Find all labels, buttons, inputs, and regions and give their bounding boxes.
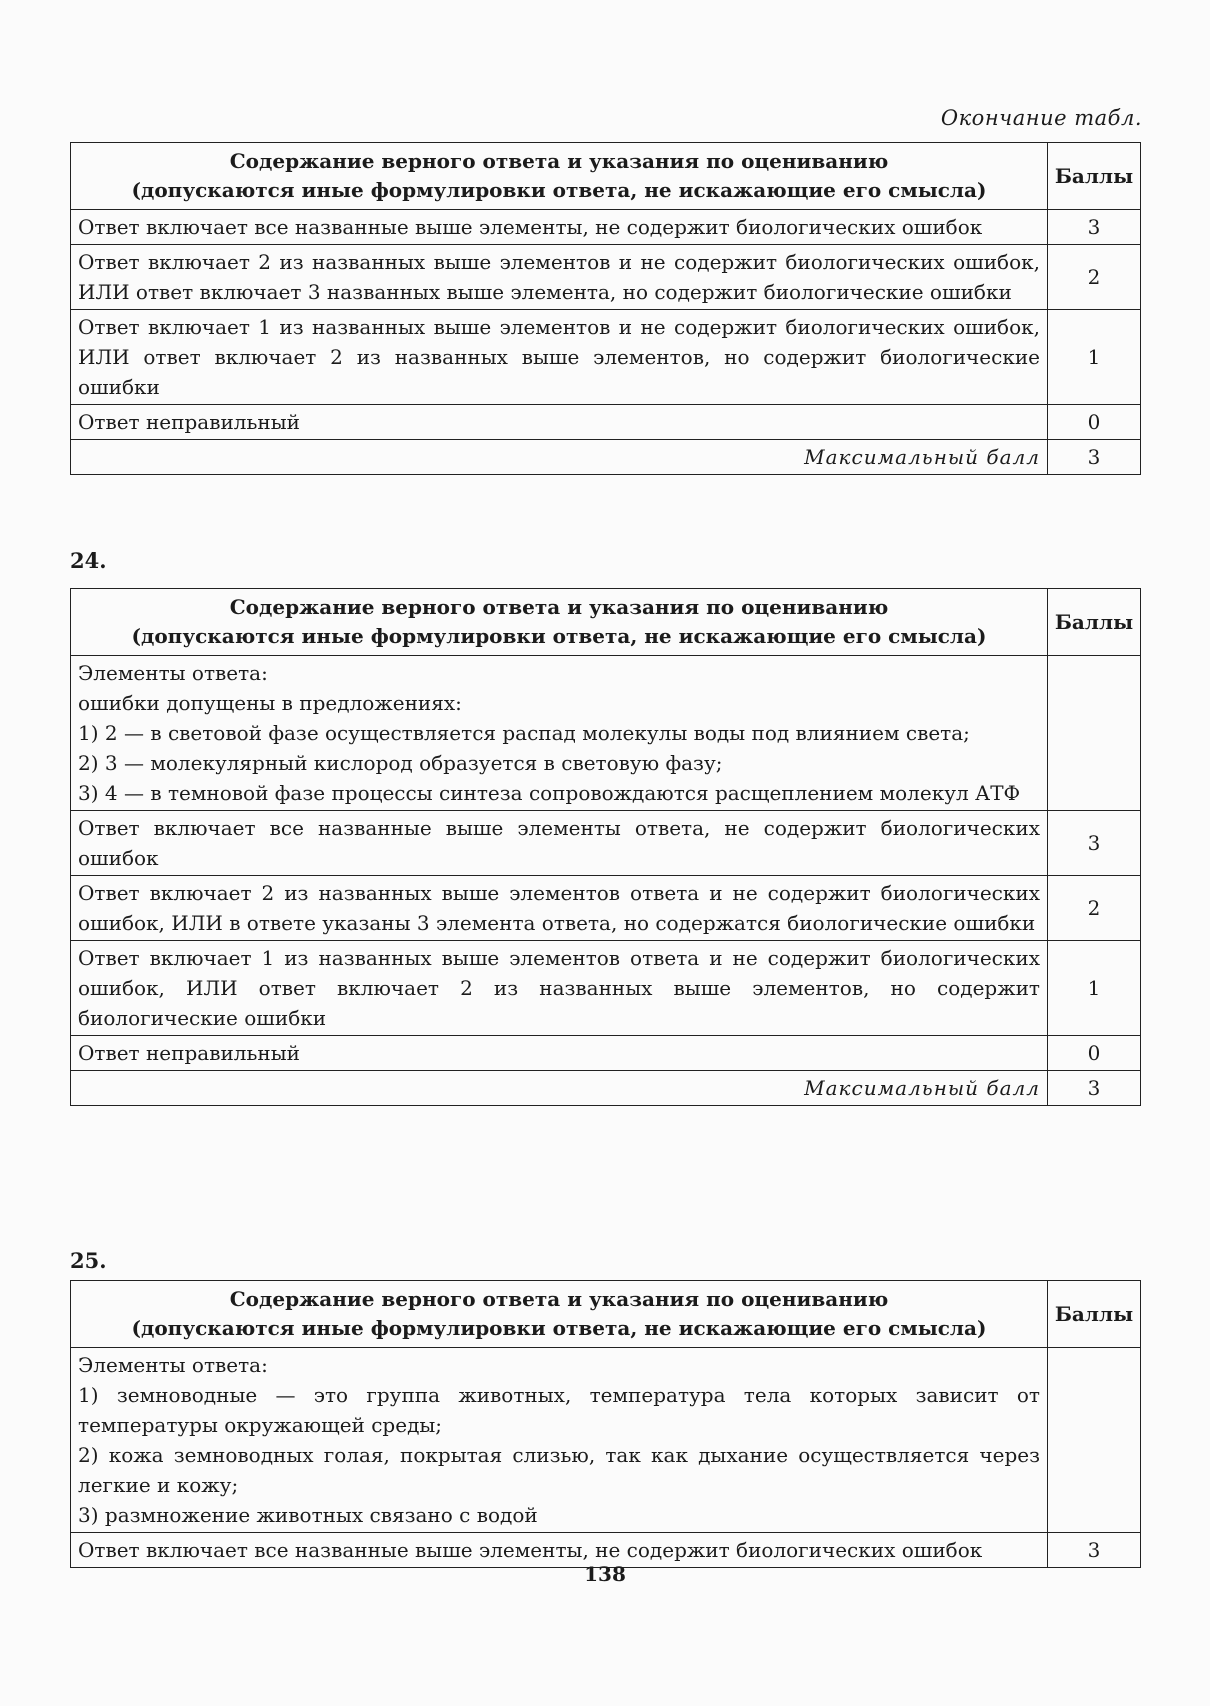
max-score-label: Максимальный балл — [71, 1071, 1048, 1106]
criterion-score: 1 — [1048, 310, 1141, 405]
max-score-value: 3 — [1048, 440, 1141, 475]
header-line-1: Содержание верного ответа и указания по оцениванию — [229, 1287, 889, 1311]
question-number-25: 25. — [70, 1248, 107, 1273]
header-line-2: (допускаются иные формулировки ответа, не искажающие его смысла) — [131, 1316, 987, 1340]
table-continuation-label: Окончание табл. — [940, 106, 1142, 130]
max-score-row — [71, 1071, 1141, 1106]
criterion-text: Ответ включает все названные выше элементы, не содержит биологических ошибок — [71, 210, 1048, 245]
criterion-score: 0 — [1048, 405, 1141, 440]
rubric-table-25 — [70, 1280, 1141, 1568]
criterion-text: Ответ включает 2 из названных выше элементов и не содержит биологических ошибок, ИЛИ ответ включает 3 названных выше элемента, но содержит биологические ошибки — [71, 245, 1048, 310]
table-row — [71, 941, 1141, 1036]
max-score-row — [71, 440, 1141, 475]
header-line-2: (допускаются иные формулировки ответа, не искажающие его смысла) — [131, 624, 987, 648]
table-row — [71, 811, 1141, 876]
answer-element: 1) 2 — в световой фазе осуществляется распад молекулы воды под влиянием света; — [78, 721, 970, 745]
criterion-text: Ответ включает 1 из названных выше элементов и не содержит биологических ошибок, ИЛИ ответ включает 2 из названных выше элементов, но содержит биологические ошибки — [71, 310, 1048, 405]
table-header-row — [71, 1281, 1141, 1348]
header-line-1: Содержание верного ответа и указания по оцениванию — [229, 149, 889, 173]
table-row — [71, 876, 1141, 941]
header-content-cell — [71, 1281, 1048, 1348]
criterion-score: 3 — [1048, 210, 1141, 245]
header-score-cell: Баллы — [1048, 1281, 1141, 1348]
header-line-2: (допускаются иные формулировки ответа, не искажающие его смысла) — [131, 178, 987, 202]
criterion-text: Ответ включает все названные выше элементы, не содержит биологических ошибок — [71, 1533, 1048, 1568]
header-score-cell: Баллы — [1048, 589, 1141, 656]
table-row — [71, 210, 1141, 245]
answer-element: ошибки допущены в предложениях: — [78, 691, 462, 715]
max-score-label: Максимальный балл — [71, 440, 1048, 475]
answer-element: 3) размножение животных связано с водой — [78, 1503, 538, 1527]
header-line-1: Содержание верного ответа и указания по оцениванию — [229, 595, 889, 619]
answer-elements-row — [71, 656, 1141, 811]
header-content-cell — [71, 143, 1048, 210]
criterion-score: 2 — [1048, 245, 1141, 310]
criterion-score: 2 — [1048, 876, 1141, 941]
table-row — [71, 405, 1141, 440]
empty-score-cell — [1048, 656, 1141, 811]
answer-elements — [71, 1348, 1048, 1533]
header-score-cell: Баллы — [1048, 143, 1141, 210]
answer-element: 2) кожа земноводных голая, покрытая слизью, так как дыхание осуществляется через легкие и кожу; — [78, 1443, 1040, 1497]
answer-element: 3) 4 — в темновой фазе процессы синтеза сопровождаются расщеплением молекул АТФ — [78, 781, 1021, 805]
answer-element: 2) 3 — молекулярный кислород образуется в световую фазу; — [78, 751, 723, 775]
max-score-value: 3 — [1048, 1071, 1141, 1106]
answer-element: 1) земноводные — это группа животных, температура тела которых зависит от температуры окружающей среды; — [78, 1383, 1040, 1437]
table-row — [71, 1036, 1141, 1071]
rubric-table-24 — [70, 588, 1141, 1106]
criterion-score: 3 — [1048, 1533, 1141, 1568]
rubric-table-prev — [70, 142, 1141, 475]
criterion-score: 1 — [1048, 941, 1141, 1036]
criterion-text: Ответ неправильный — [71, 1036, 1048, 1071]
criterion-score: 0 — [1048, 1036, 1141, 1071]
answer-elements-row — [71, 1348, 1141, 1533]
criterion-text: Ответ включает 1 из названных выше элементов ответа и не содержит биологических ошибок, ИЛИ ответ включает 2 из названных выше элементов, но содержит биологические ошибки — [71, 941, 1048, 1036]
empty-score-cell — [1048, 1348, 1141, 1533]
answer-element: Элементы ответа: — [78, 1353, 268, 1377]
table-header-row — [71, 589, 1141, 656]
table-row — [71, 310, 1141, 405]
answer-elements — [71, 656, 1048, 811]
header-content-cell — [71, 589, 1048, 656]
table-row — [71, 245, 1141, 310]
criterion-text: Ответ неправильный — [71, 405, 1048, 440]
answer-element: Элементы ответа: — [78, 661, 268, 685]
question-number-24: 24. — [70, 548, 107, 573]
criterion-score: 3 — [1048, 811, 1141, 876]
criterion-text: Ответ включает все названные выше элементы ответа, не содержит биологических ошибок — [71, 811, 1048, 876]
page-number: 138 — [584, 1562, 626, 1586]
criterion-text: Ответ включает 2 из названных выше элементов ответа и не содержит биологических ошибок, ИЛИ в ответе указаны 3 элемента ответа, но содержатся биологические ошибки — [71, 876, 1048, 941]
table-header-row — [71, 143, 1141, 210]
